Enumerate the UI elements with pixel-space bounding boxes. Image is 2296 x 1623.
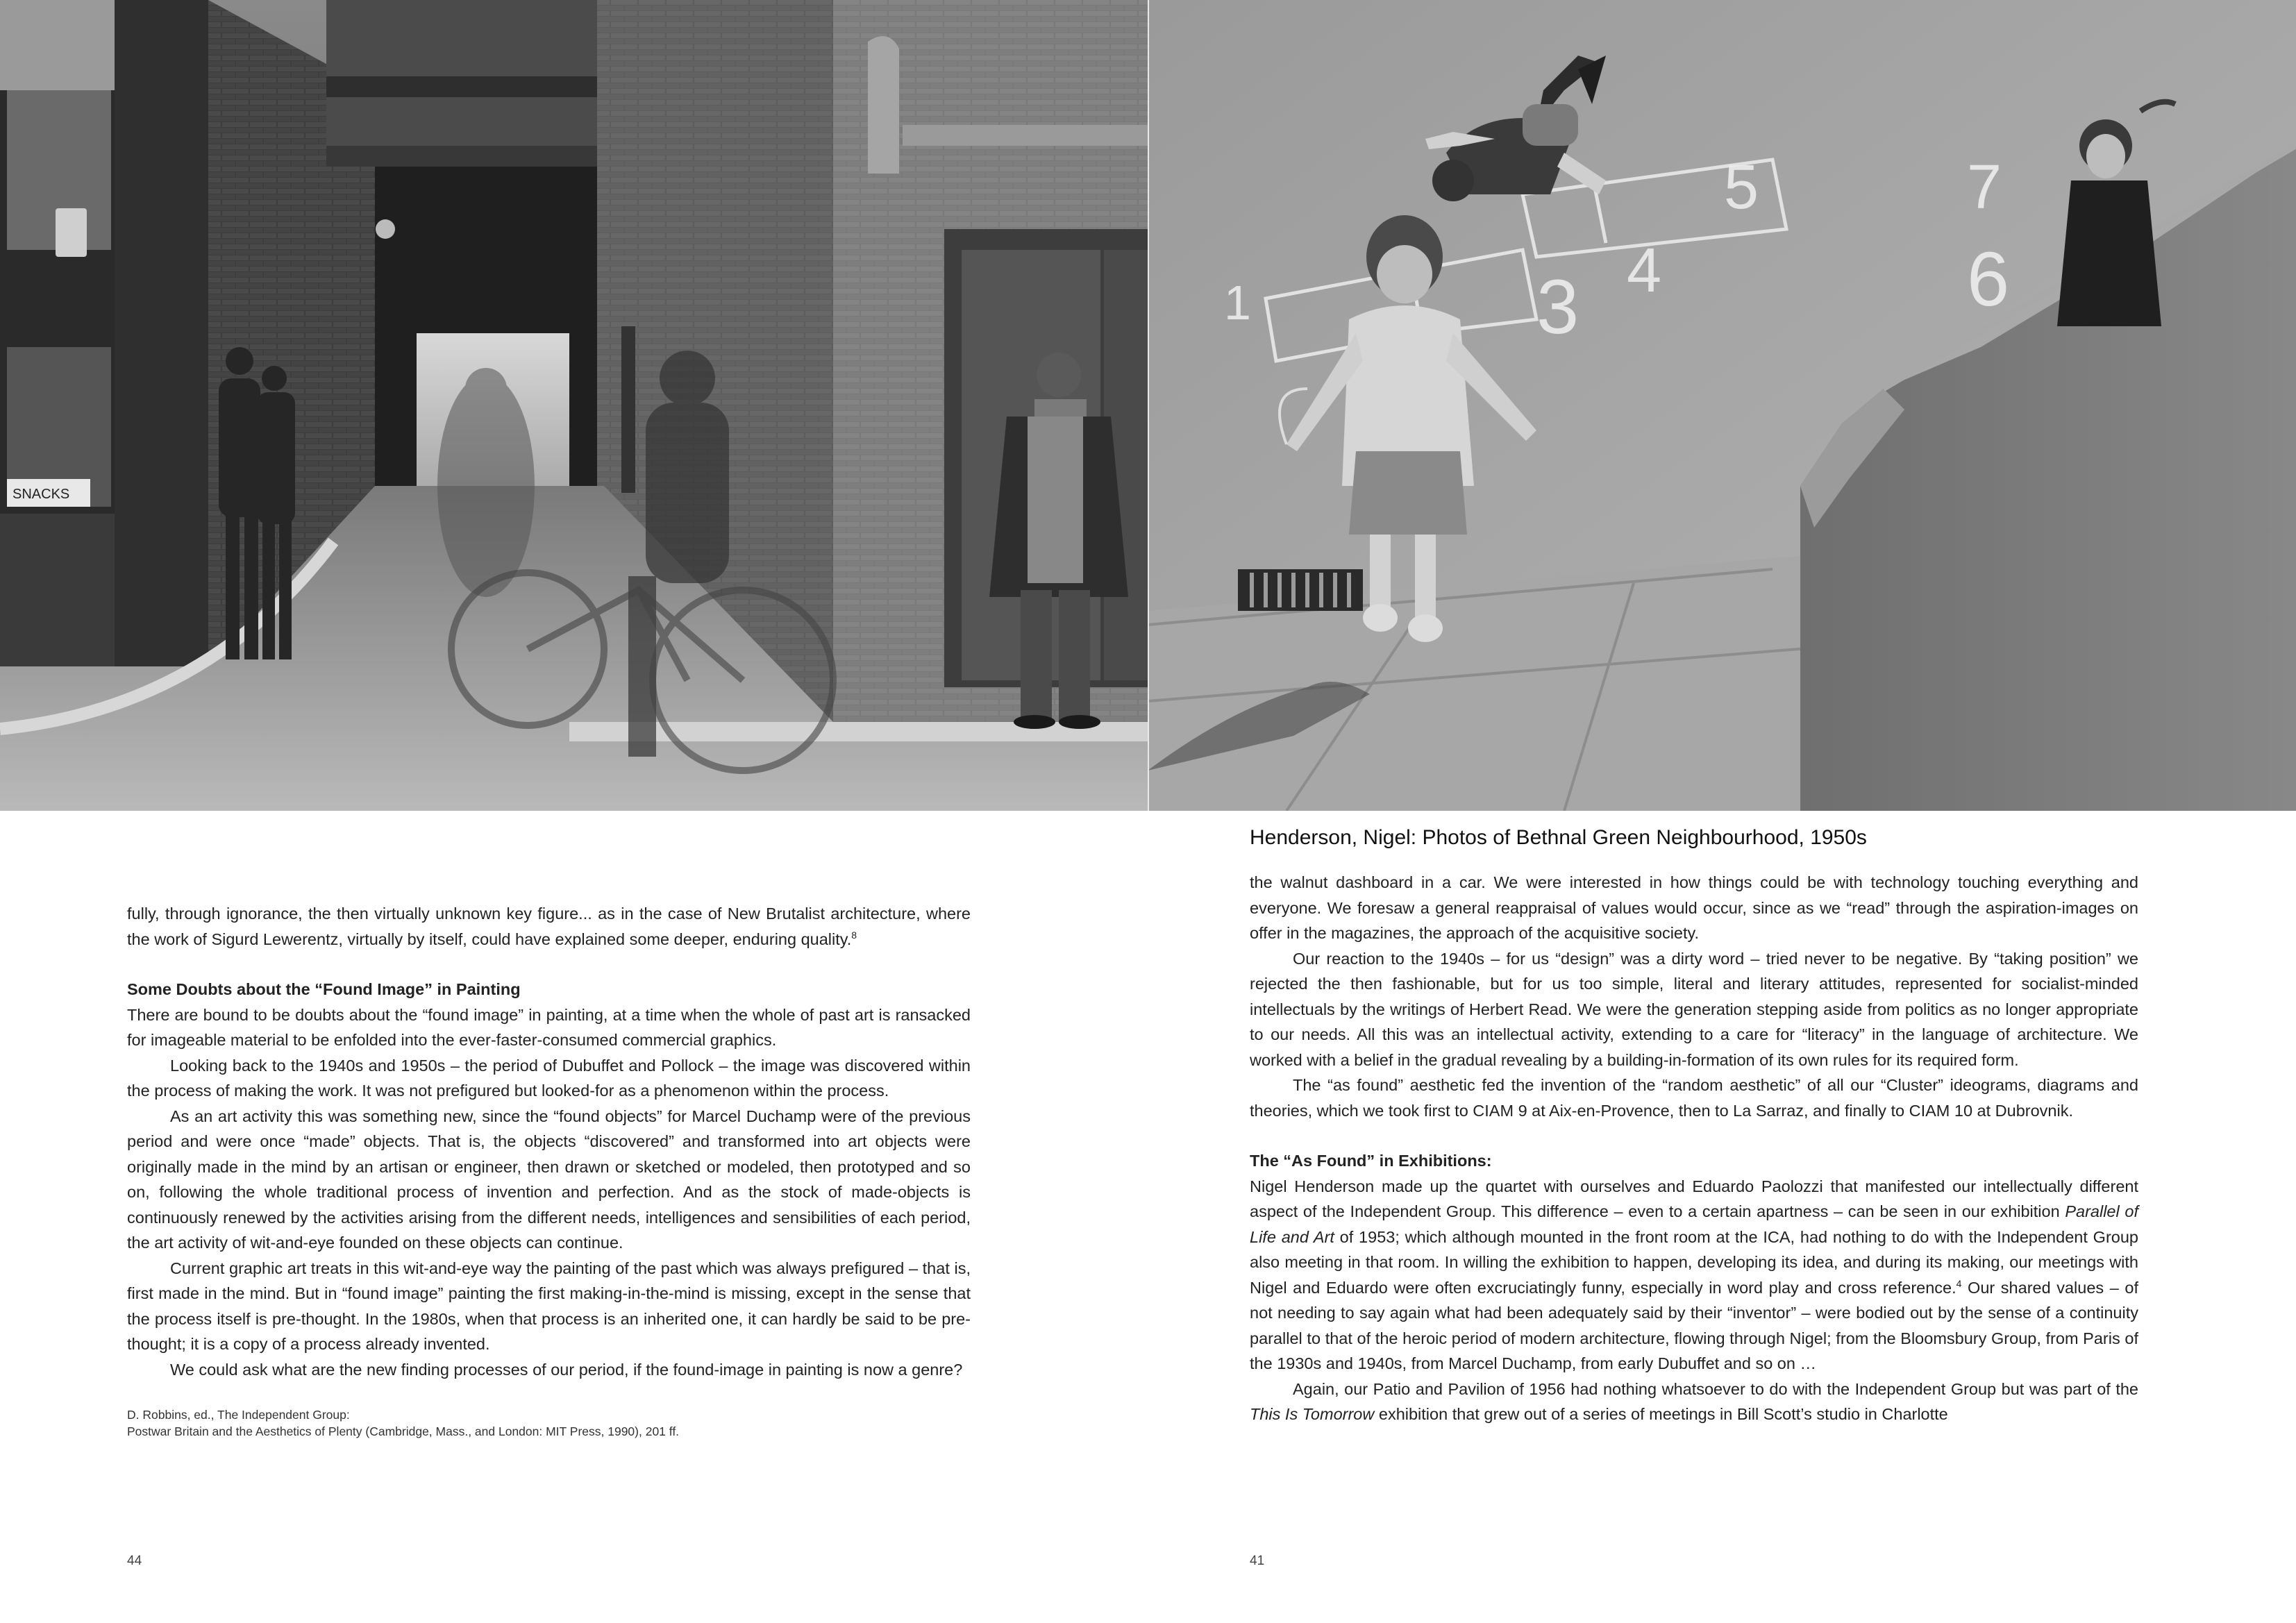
exhibition-title: This Is Tomorrow	[1250, 1405, 1375, 1423]
footnote-marker: 4	[1956, 1277, 1962, 1289]
continued-paragraph-text: fully, through ignorance, the then virtually unknown key figure... as in the case of New Brutalist architecture, where the work of Sigurd Lewerentz, virtually by itself, could have explained some deeper, enduring quality.	[127, 905, 971, 948]
footnote-line: D. Robbins, ed., The Independent Group:	[127, 1408, 350, 1422]
page-number-left: 44	[127, 1554, 142, 1568]
gutter	[1148, 0, 1149, 811]
shop-sign-text: SNACKS	[12, 487, 70, 502]
body-paragraph: Looking back to the 1940s and 1950s – the period of Dubuffet and Pollock – the image was discovered within the process of making the work. It was not prefigured but looked-for as a phenomenon within the process.	[127, 1056, 971, 1100]
body-paragraph: The “as found” aesthetic fed the invention of the “random aesthetic” of all our “Cluster” ideograms, diagrams and theories, which we took first to CIAM 9 at Aix-en-Provence, then to La Sarraz, and finally to CIAM 10 at Dubrovnik.	[1250, 1076, 2138, 1120]
footnote-line: Postwar Britain and the Aesthetics of Plenty (Cambridge, Mass., and London: MIT Press, 1990), 201 ff.	[127, 1424, 680, 1438]
hopscotch-number-4: 4	[1627, 236, 1662, 305]
text-run: exhibition that grew out of a series of meetings in Bill Scott’s studio in Charlotte	[1374, 1405, 1948, 1423]
hopscotch-number-3: 3	[1536, 264, 1579, 350]
section-heading-found-image: Some Doubts about the “Found Image” in Painting	[127, 980, 521, 998]
body-paragraph: There are bound to be doubts about the “found image” in painting, at a time when the whole of past art is ransacked for imageable material to be enfolded into the ever-faster-consumed commercial graphics.	[127, 1005, 971, 1049]
body-paragraph: We could ask what are the new finding processes of our period, if the found-image in painting is now a genre?	[170, 1360, 963, 1379]
body-paragraph: As an art activity this was something new, since the “found objects” for Marcel Duchamp were of the previous period and were once “made” objects. That is, the objects “discovered” and transformed into art objects were originally made in the mind by an artisan or engineer, then drawn or sketched or modeled, then prototyped and so on, following the whole traditional process of invention and perfection. And as the stock of made-objects is continuously renewed by the activities arising from the different needs, intelligences and sensibilities of each period, the art activity of wit-and-eye founded on these objects can continue.	[127, 1107, 971, 1252]
footnote-marker: 8	[851, 929, 857, 941]
text-run: Again, our Patio and Pavilion of 1956 had nothing whatsoever to do with the Independent Group but was part of the	[1293, 1379, 2138, 1398]
hopscotch-number-1: 1	[1224, 276, 1251, 330]
right-text-column	[1250, 870, 2138, 1427]
exhibition-title: Parallel of Life and Art	[1250, 1202, 2138, 1246]
body-paragraph	[1250, 1377, 2138, 1427]
body-paragraph: Our reaction to the 1940s – for us “design” was a dirty word – tried never to be negative. By “taking position” we rejected the then fashionable, but for us too simple, literal and literary attitudes, represented for socialist-minded intellectuals by the writings of Herbert Read. We were the generation stepping aside from politics as no longer appropriate to our needs. All this was an intellectual activity, extending to a care for “literacy” in the language of architecture. We worked with a belief in the gradual revealing by a building-in-formation of its own rules for its required form.	[1250, 949, 2138, 1069]
street-scene-image	[0, 0, 1148, 811]
footnote	[127, 1406, 971, 1440]
page-number-right: 41	[1250, 1554, 1265, 1568]
text-run: Nigel Henderson made up the quartet with ourselves and Eduardo Paolozzi that manifested our intellectually different aspect of the Independent Group. This difference – even to a certain apartness – can be seen in our exhibition	[1250, 1177, 2138, 1220]
children-playing-image	[1148, 0, 2296, 811]
body-paragraph: Current graphic art treats in this wit-and-eye way the painting of the past which was always prefigured – that is, first made in the mind. But in “found image” painting the first making-in-the-mind is missing, except in the sense that the process itself is pre-thought. In the 1980s, when that process is an inherited one, it can hardly be said to be pre-thought; it is a copy of a process already invented.	[127, 1259, 971, 1353]
hopscotch-number-6: 6	[1967, 237, 2010, 322]
text-run: of 1953; which although mounted in the front room at the ICA, had nothing to do with the Independent Group also meeting in that room. In willing the exhibition to happen, developing its idea, and during its making, our meetings with Nigel and Eduardo were often excruciatingly funny, especially in word play and cross reference.	[1250, 1227, 2138, 1297]
text-run: Our shared values – of not needing to say again what had been adequately said by their “inventor” – were bodied out by the sense of a continuity parallel to that of the heroic period of modern architecture, flowing through Nigel; from the Bloomsbury Group, from Paris of the 1930s and 1940s, from Marcel Duchamp, from early Dubuffet and so on …	[1250, 1278, 2138, 1372]
left-text-column	[127, 901, 971, 1382]
photo-caption: Henderson, Nigel: Photos of Bethnal Green Neighbourhood, 1950s	[1250, 826, 1867, 849]
section-heading-as-found: The “As Found” in Exhibitions:	[1250, 1152, 1492, 1170]
continued-paragraph	[127, 901, 971, 952]
street-scene-photo	[0, 0, 1148, 811]
body-paragraph: the walnut dashboard in a car. We were interested in how things could be with technology touching everything and everyone. We foresaw a general reappraisal of values would occur, since as we “read” through the aspiration-images on offer in the magazines, the approach of the acquisitive society.	[1250, 873, 2138, 942]
hopscotch-number-7: 7	[1967, 153, 2002, 222]
children-playing-photo	[1148, 0, 2296, 811]
hopscotch-number-5: 5	[1724, 153, 1759, 222]
body-paragraph	[1250, 1174, 2138, 1377]
